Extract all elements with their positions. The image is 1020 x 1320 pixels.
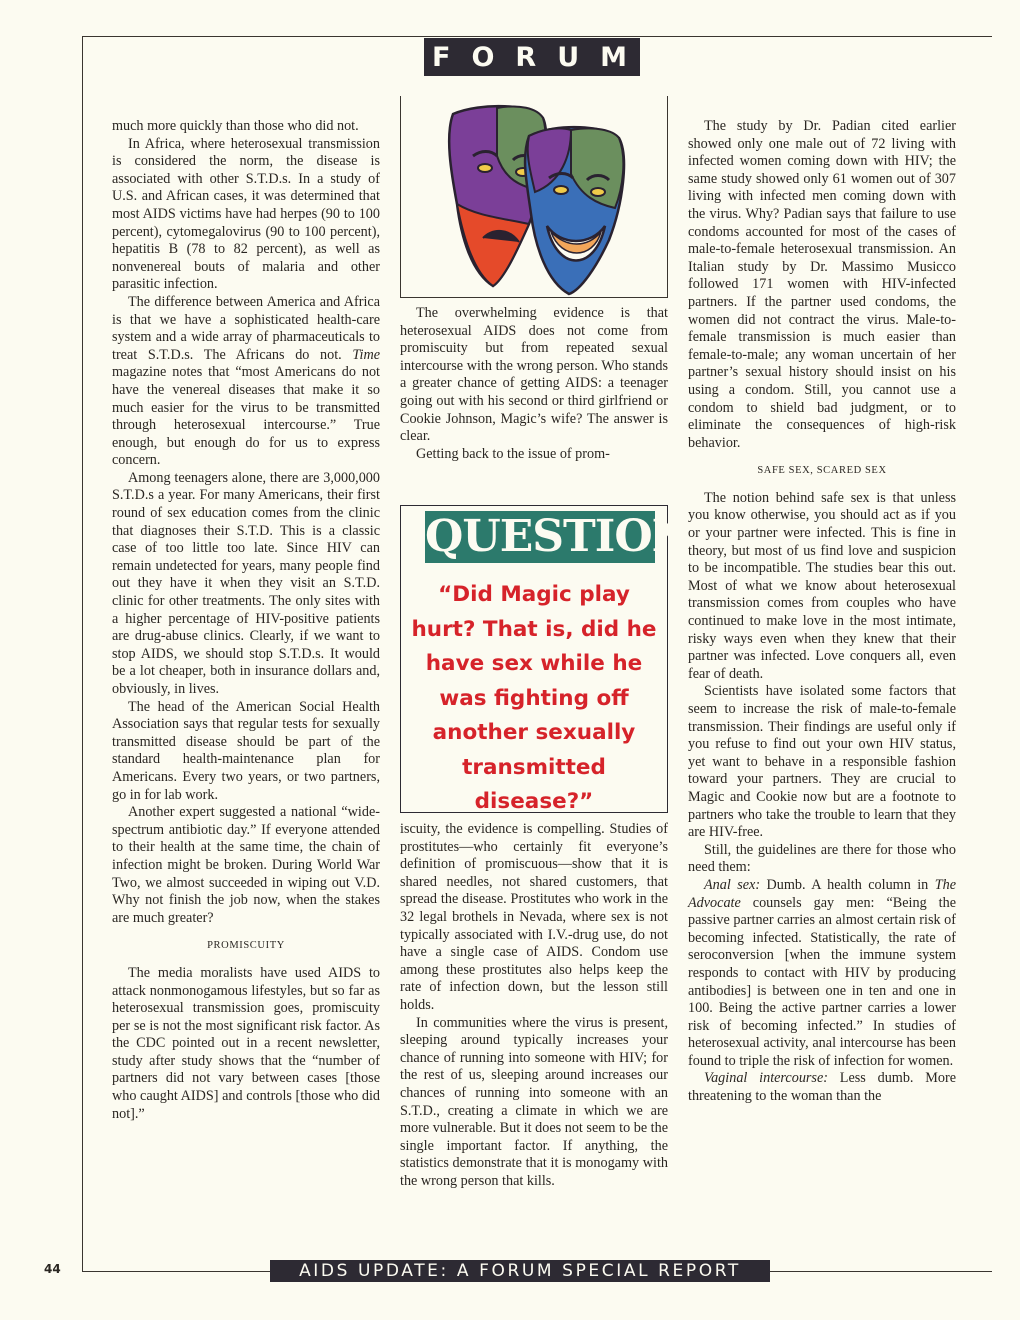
text-run: Less dumb. More threatening to the woman than the (688, 1070, 956, 1105)
paragraph: In Africa, where heterosexual transmission is considered the norm, the disease is associated with other S.T.D.s. In a study of U.S. and African cases, it was determined that most AIDS victims have had herpes (90 to 100 percent), cytomegalovirus (90 to 100 percent), hepatitis B (78 to 82 percent), as well as nonvenereal bouts of malaria and other parasitic infection. (112, 135, 380, 293)
paragraph: much more quickly than those who did not. (112, 118, 359, 134)
paragraph: Getting back to the issue of prom- (416, 445, 610, 462)
masks-illustration (400, 96, 668, 298)
run-in-label: Anal sex: (704, 876, 761, 893)
page-frame-top (82, 36, 992, 37)
publication-name: Time (352, 346, 380, 363)
footer-banner: AIDS UPDATE: A FORUM SPECIAL REPORT (270, 1260, 770, 1282)
paragraph: The study by Dr. Padian cited earlier showed only one male out of 72 living with infected women coming down with HIV; the same study showed only 61 women out of 307 living with infected men coming down with the virus. Why? Padian says that failure to use condoms accounted for most of the cases of male-to-female heterosexual transmission. An Italian study by Dr. Massimo Musicco followed 171 women with HIV-infected partners. If the partner used condoms, the women did not contract the virus. Male-to-female transmission is much easier than female-to-male; any woman uncertain of her partner’s sexual history should insist on his using a condom. Still, you cannot use a condom to shield bad judgment, or to eliminate the consequences of high-risk behavior. (688, 118, 956, 451)
paragraph: In communities where the virus is present, sleeping around typically increases your chance of running into someone with HIV; for the rest of us, sleeping around increases our chances of running into someone with an S.T.D., creating a climate in which we are more vulnerable. But it does not seem to be the single important factor. If anything, the statistics demonstrate that it is monogamy with the wrong person that kills. (400, 1014, 668, 1189)
column-left (112, 118, 380, 1123)
paragraph: The notion behind safe sex is that unless you know otherwise, you should act as if you or your partner were infected. This is fine in theory, but most of us find love and suspicion to be incompatible. The studies bear this out. Most of what we know about heterosexual transmission comes from couples who have continued to make love in the most intimate, risky ways even when they knew that their partner was infected. Love conquers all, even fear of death. (688, 489, 956, 682)
paragraph: Among teenagers alone, there are 3,000,000 S.T.D.s a year. For many Americans, their first round of sex education comes from the clinic that diagnoses their S.T.D. This is a classic case of too little too late. Since HIV can remain undetected for years, many people find out they have it when they visit an S.T.D. clinic for other treatments. The only sites with a higher percentage of HIV-positive patients are drug-abuse clinics. Clearly, if we want to stop AIDS, we should stop S.T.D.s. It would be a lot cheaper, both in insurance dollars and, obviously, in lives. (112, 469, 380, 697)
column-right (688, 118, 956, 1106)
text-run: counsels gay men: “Being the passive partner carries an almost certain risk of becoming infected. Statistically, the rate of seroconversion [when the immune system responds to contact with HIV by producing antibodies] is between one in ten and one in 100. Being the active partner carries a lower risk of becoming infected.” In studies of heterosexual activity, anal intercourse has been found to triple the risk of infection for women. (688, 894, 956, 1069)
paragraph: Another expert suggested a national “wide-spectrum antibiotic day.” If everyone attended to their health at the same time, the chain of infection might be broken. During World War Two, we almost succeeded in wiping out V.D. Why not finish the job now, when the stakes are much greater? (112, 804, 380, 926)
comedy-tragedy-masks-icon (401, 96, 669, 298)
page-frame-left (82, 36, 83, 1272)
text-run: Dumb. A health column in (760, 876, 935, 893)
question-title: QUESTION: (425, 511, 705, 562)
paragraph: Still, the guidelines are there for those who need them: (688, 841, 956, 876)
paragraph (688, 877, 956, 1071)
paragraph: iscuity, the evidence is compelling. Studies of prostitutes—who certainly fit everyone’s definition of promiscuous—show that it is shared needles, not shared customers, that spread the disease. Prostitutes who work in the 32 legal brothels in Nevada, where sex is not typically associated with I.V.-drug use, do not have a single case of AIDS. Condom use among these prostitutes also helps keep the rate of infection down, but the lesson still holds. (400, 821, 668, 1013)
column-middle-bottom (400, 821, 668, 1190)
text-run: magazine notes that “most Americans do not have the venereal diseases that make it so much easier for the virus to be transmitted through heterosexual intercourse.” True enough, but enough do for us to express concern. (112, 364, 380, 469)
question-text: “Did Magic play hurt? That is, did he have sex while he was fighting off another sexually transmitted disease?” (411, 582, 657, 814)
section-subhead-safe-sex: SAFE SEX, SCARED SEX (757, 465, 887, 477)
column-middle-top (400, 305, 668, 463)
paragraph: Scientists have isolated some factors that seem to increase the risk of male-to-female transmission. Their findings are useful only if you refuse to find out your own HIV status, yet want to behave in a responsible fashion toward your partners. They are crucial to Magic and Cookie now but are a footnote to partners who take the trouble to learn that they are HIV-free. (688, 683, 956, 841)
text-run: The difference between America and Africa is that we have a sophisticated health-care system and a wide array of pharmaceuticals to treat S.T.D.s. The Africans do not. (112, 293, 380, 363)
paragraph (112, 294, 380, 470)
section-subhead-promiscuity: PROMISCUITY (207, 940, 285, 952)
question-sidebar (400, 505, 705, 814)
masthead-forum: FORUM (424, 38, 640, 76)
run-in-label: Vaginal intercourse: (704, 1070, 828, 1087)
page-number: 44 (44, 1262, 61, 1276)
publication-name: The Advocate (688, 876, 957, 911)
paragraph: The overwhelming evidence is that heterosexual AIDS does not come from promiscuity but from repeated sexual intercourse with the wrong person. Who stands a greater chance of getting AIDS: a teenager going out with his second or third girlfriend or Cookie Johnson, Magic’s wife? The answer is clear. (400, 305, 668, 445)
paragraph: The head of the American Social Health Association says that regular tests for sexually transmitted disease should be part of the standard health-maintenance plan for Americans. Every two years, or two partners, go in for lab work. (112, 698, 380, 803)
paragraph (688, 1070, 956, 1105)
paragraph: The media moralists have used AIDS to attack nonmonogamous lifestyles, but so far as heterosexual transmission goes, promiscuity per se is not the most significant risk factor. As the CDC pointed out in a recent newsletter, study after study shows that the “number of partners did not vary between cases [those who caught AIDS] and controls [those who did not].” (112, 964, 380, 1122)
